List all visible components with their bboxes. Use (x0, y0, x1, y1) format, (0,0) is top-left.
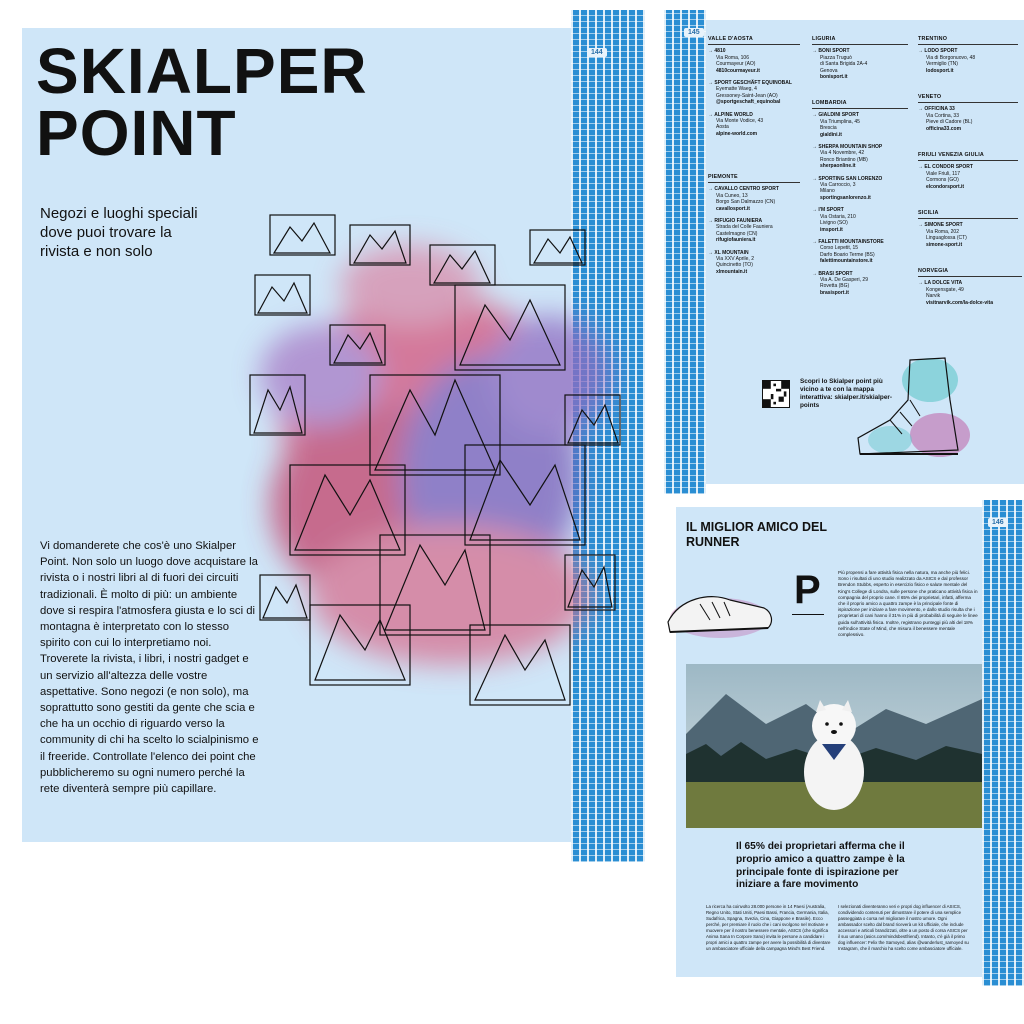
shop-address: Via Monte Vodice, 43 (716, 118, 764, 125)
shop-name: → I'M SPORT (812, 207, 908, 213)
shop-website[interactable]: sherpaonline.it (820, 163, 856, 170)
shop-entry (708, 112, 800, 138)
pull-quote: Il 65% dei proprietari afferma che il proprio amico a quattro zampe è la principale fonte di ispirazione per iniziare a fare movimento (736, 841, 905, 891)
shop-address: Via di Borgonuovo, 48 (926, 54, 976, 61)
shop-entry (918, 164, 1018, 190)
article-title: IL MIGLIOR AMICO DEL RUNNER (686, 520, 827, 549)
shop-name: → FALETTI MOUNTAINSTORE (812, 239, 908, 245)
mountain-watercolor-illustration (230, 175, 630, 735)
region-lombardia (812, 100, 908, 302)
shop-city: Brescia (820, 125, 837, 132)
region-title: SICILIA (918, 210, 1018, 219)
shop-address: Via Triumplina, 45 (820, 118, 860, 125)
shop-website[interactable]: sportingsanlorenzo.it (820, 194, 871, 201)
shop-address: Via Cuneo, 13 (716, 192, 748, 199)
shop-entry (812, 176, 908, 202)
shop-name: → OFFICINA 33 (918, 106, 1018, 112)
shop-website[interactable]: alpine-world.com (716, 130, 758, 137)
region-title: LOMBARDIA (812, 100, 908, 109)
shop-city: Borgo San Dalmazzo (CN) (716, 199, 776, 206)
drop-cap-rule (792, 614, 824, 615)
shop-website[interactable]: visitnarvik.com/la-dolce-vita (926, 299, 993, 306)
shop-entry (708, 218, 800, 244)
shop-name: → RIFUGIO FAUNIERA (708, 218, 800, 224)
page-subtitle: Negozi e luoghi speciali dove puoi trovare la rivista e non solo (40, 205, 198, 260)
article-body: Più propensi a fare attività fisica nella natura, ma anche più felici. Sono i risultati di uno studio realizzato da ASICS e dal professor Brendon Stubbs, esperto in esercizio fisico e salute mentale del King's College di Londra, sulle persone che praticano attività fisica in compagnia del proprio cane. Il 65% dei proprietari, infatti, afferma che il proprio amico a quattro zampe è la principale fonte di ispirazione per iniziare a fare movimento, e dallo studio risulta che i proprietari di cani hanno il 31% in più di probabilità di seguire le linee guida sull'attività fisica. Inoltre, registrano punteggi più alti del 18% nell'indice State of Mind, che misura il benessere mentale complessivo. (838, 570, 978, 638)
shop-city: Ronco Briantino (MB) (820, 156, 868, 163)
shop-website[interactable]: @sportgeschaft_equinobal (716, 99, 781, 106)
shop-address-2: di Santa Brigida 2A-4 (820, 61, 868, 68)
running-shoe-illustration (660, 578, 780, 648)
shop-website[interactable]: brasisport.it (820, 289, 849, 296)
shop-address: Piazza Truguò (820, 54, 852, 61)
shop-website[interactable]: rifugiofauniera.it (716, 237, 756, 244)
shop-address: Via A. De Gasperi, 29 (820, 276, 868, 283)
shop-name: → XL MOUNTAIN (708, 250, 800, 256)
region-valle-daosta (708, 36, 800, 143)
shop-address: Corso Lepetit, 15 (820, 245, 859, 252)
page-number-top: 145 (684, 28, 704, 37)
shop-name: → SHERPA MOUNTAIN SHOP (812, 144, 908, 150)
shop-entry (708, 80, 800, 106)
shop-website[interactable]: simone-sport.it (926, 241, 963, 248)
shop-city: Vermiglio (TN) (926, 61, 958, 68)
region-title: TRENTINO (918, 36, 1018, 45)
shop-entry (708, 48, 800, 74)
shop-entry (812, 207, 908, 233)
shop-name: → GIALDINI SPORT (812, 112, 908, 118)
ski-boot-illustration (850, 340, 970, 468)
shop-entry (918, 48, 1018, 74)
shop-city: Gressoney-Saint-Jean (AO) (716, 92, 778, 99)
shop-website[interactable]: bonisport.it (820, 74, 848, 81)
shop-website[interactable]: 4810courmayeur.it (716, 67, 760, 74)
shop-city: Quincinetto (TO) (716, 262, 753, 269)
shop-entry (918, 106, 1018, 132)
shop-entry (812, 112, 908, 138)
shop-entry (708, 186, 800, 212)
shop-entry (812, 271, 908, 297)
shop-city: Pieve di Cadore (BL) (926, 119, 973, 126)
top-page-pattern-strip (664, 10, 706, 494)
article-column-2: I selezionati diventeranno veri e propri dog influencer di ASICS, condividendo contenuti per dimostrare il potere di una semplice passeggiata o corsa nel migliorare il nostro umore. Ogni ambassador scelto dal brand riceverà un kit ufficiale, che include accessori e articoli brandizzati, oltre a un posto di corsa ASICS per il suo umano (asics.com/mindsbestfriend). Intanto, c'è già il primo dog influencer: Felix the Samoyed, alias @wanderlust_samoyed su Instagram, che il marchio ha scelto come ambasciatore ufficiale. (838, 904, 969, 951)
region-title: PIEMONTE (708, 174, 800, 183)
title-line-1: SKIALPER (36, 35, 368, 107)
shop-website[interactable]: elcondorsport.it (926, 183, 965, 190)
shop-entry (812, 239, 908, 265)
region-title: FRIULI VENEZIA GIULIA (918, 152, 1018, 161)
shop-name: → SIMONE SPORT (918, 222, 1018, 228)
qr-code[interactable] (762, 380, 790, 408)
shop-name: → LODO SPORT (918, 48, 1018, 54)
shop-website[interactable]: cavallosport.it (716, 205, 750, 212)
region-title: NORVEGIA (918, 268, 1022, 277)
shop-address: Via Roma, 106 (716, 54, 749, 61)
shop-city: Narvik (926, 293, 941, 300)
shop-city: Milano (820, 188, 835, 195)
region-friuli (918, 152, 1018, 196)
shop-address: Strada del Colle Fauniera (716, 224, 773, 231)
title-line-2: POINT (36, 97, 237, 169)
region-title: VALLE D'AOSTA (708, 36, 800, 45)
region-piemonte (708, 174, 800, 281)
shop-website[interactable]: xlmountain.it (716, 268, 748, 275)
shop-name: → EL CONDOR SPORT (918, 164, 1018, 170)
page-number-bottom: 146 (988, 518, 1008, 527)
shop-address: Eyematte Waeg, 4 (716, 86, 757, 93)
shop-name: → ALPINE WORLD (708, 112, 800, 118)
shop-entry (918, 222, 1018, 248)
region-sicilia (918, 210, 1018, 254)
region-title: VENETO (918, 94, 1018, 103)
shop-address: Via Roma, 202 (926, 228, 959, 235)
shop-city: Courmayeur (AO) (716, 61, 756, 68)
shop-entry (812, 144, 908, 170)
region-title: LIGURIA (812, 36, 908, 45)
shop-address: Via Cortina, 33 (926, 112, 959, 119)
drop-cap: P (794, 568, 821, 612)
shop-address: Kongensgate, 49 (926, 286, 964, 293)
shop-name: → BONI SPORT (812, 48, 908, 54)
shop-website[interactable]: lodosport.it (926, 67, 954, 74)
shop-entry (918, 280, 1022, 306)
shop-address: Via Ostaria, 210 (820, 213, 856, 220)
shop-website[interactable]: falettimountainstore.it (820, 258, 873, 265)
bottom-page-pattern-strip (982, 500, 1024, 986)
shop-city: Linguaglossa (CT) (926, 235, 967, 242)
qr-caption: Scopri lo Skialper point più vicino a te con la mappa interattiva: skialper.it/skialper-points (800, 378, 892, 409)
shop-website[interactable]: imsport.it (820, 226, 843, 233)
shop-address: Viale Friuli, 117 (926, 170, 960, 177)
region-trentino (918, 36, 1018, 80)
page-number-left: 144 (587, 48, 607, 57)
shop-address: Via Carroccio, 3 (820, 182, 856, 189)
shop-address: Via 4 Novembre, 42 (820, 150, 865, 157)
shop-city: Rovetta (BG) (820, 283, 850, 290)
shop-name: → CAVALLO CENTRO SPORT (708, 186, 800, 192)
shop-entry (708, 250, 800, 276)
intro-paragraph: Vi domanderete che cos'è uno Skialper Point. Non solo un luogo dove acquistare la rivista o i nostri libri al di fuori dei circuiti tradizionali. È molto di più: un ambiente dove si respira l'atmosfera giusta e lo sci di montagna è interpretato con lo stesso spirito con cui lo interpretiamo noi. Troverete la rivista, i libri, i nostri gadget e un servizio all'altezza delle vostre aspettative. Sono negozi (e non solo), ma soprattutto sono gestiti da gente che scia e che ha un occhio di riguardo verso la community di chi ha scelto lo scialpinismo e il freeride. Controllate l'elenco dei point che pubblicheremo su ogni numero perché la rete diventerà sempre più capillare. (40, 540, 259, 796)
shop-city: Livigno (SO) (820, 220, 848, 227)
region-liguria (812, 36, 908, 86)
shop-website[interactable]: officina33.com (926, 125, 962, 132)
samoyed-dog-photo (686, 664, 982, 828)
shop-name: → BRASI SPORT (812, 271, 908, 277)
shop-name: → 4810 (708, 48, 800, 54)
shop-city: Cormons (GO) (926, 177, 959, 184)
shop-city: Darfo Boario Terme (BS) (820, 251, 875, 258)
article-column-1: La ricerca ha coinvolto 28.000 persone in 14 Paesi (Australia, Regno Unito, Stati Uniti, Paesi Bassi, Francia, Germania, Italia, Sudafrica, Spagna, Svezia, Cina, Giappone e Brasile). Ecco perché, per premiare il ruolo che i cani svolgono nel motivare e muovere per il nostro benessere mentale, ASICS (che significa Anima Sana In Corpore Sano) invita le persone a candidare i propri amici a quattro zampe per avere la possibilità di diventare un ambasciatore ufficiale della campagna Mind's Best Friend. (706, 904, 831, 951)
region-veneto (918, 94, 1018, 138)
page-title (36, 35, 368, 169)
shop-city: Castelmagno (CN) (716, 230, 758, 237)
shop-name: → SPORT GESCHÄFT EQUINOBAL (708, 80, 800, 86)
region-norvegia (918, 268, 1022, 312)
shop-name: → LA DOLCE VITA (918, 280, 1022, 286)
shop-name: → SPORTING SAN LORENZO (812, 176, 908, 182)
shop-city: Genova (820, 67, 838, 74)
shop-city: Aosta (716, 124, 729, 131)
shop-address: Via XXV Aprile, 2 (716, 256, 754, 263)
shop-website[interactable]: gialdini.it (820, 131, 842, 138)
shop-entry (812, 48, 908, 80)
